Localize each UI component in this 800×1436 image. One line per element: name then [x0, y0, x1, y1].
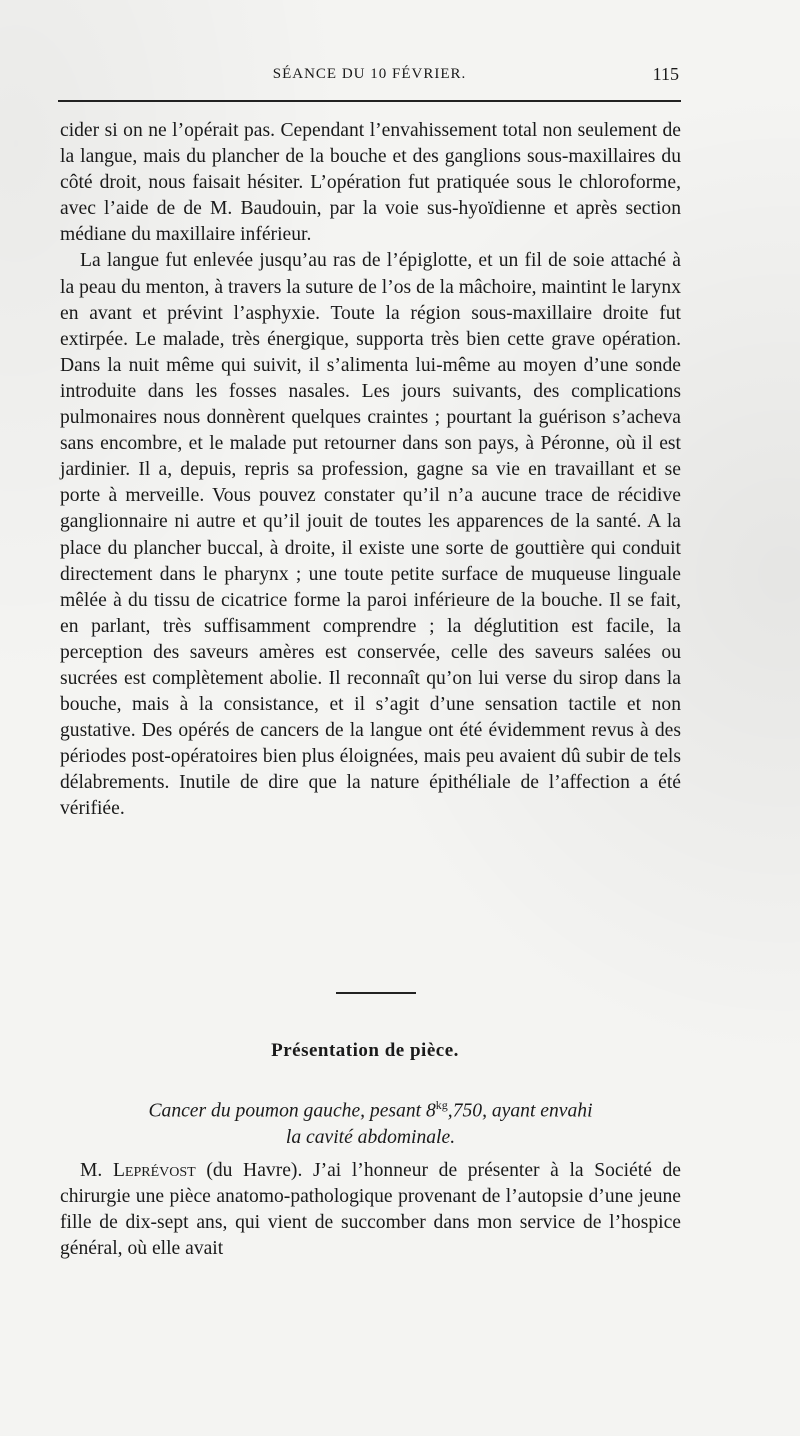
author-prefix: M.	[80, 1160, 103, 1181]
article-paragraph	[60, 1158, 681, 1262]
subtitle-line-2: la cavité abdominale.	[285, 1126, 456, 1148]
paragraph-2: La langue fut enlevée jusqu’au ras de l’épiglotte, et un fil de soie attaché à la peau du menton, à travers la suture de l’os de la mâchoire, maintint le larynx en avant et prévint l’asphyxie. Toute la région sous-maxillaire droite fut extirpée. Le malade, très énergique, supporta très bien cette grave opération. Dans la nuit même qui suivit, il s’alimenta lui-même au moyen d’une sonde introduite dans les fosses nasales. Les jours suivants, des complications pulmonaires nous donnèrent quelques craintes ; pourtant la guérison s’acheva sans encombre, et le malade put retourner dans son pays, à Péronne, où il est jardinier. Il a, depuis, repris sa profession, gagne sa vie en travaillant et se porte à merveille. Vous pouvez constater qu’il n’a aucune trace de récidive ganglionnaire ni autre et qu’il jouit de toutes les apparences de la santé. A la place du plancher buccal, à droite, il existe une sorte de gouttière qui conduit directement dans le pharynx ; une toute petite surface de muqueuse linguale mêlée à du tissu de cicatrice forme la paroi inférieure de la bouche. Il se fait, en parlant, très suffisamment comprendre ; la déglutition est facile, la perception des saveurs amères est conservée, celle des saveurs salées ou sucrées est complètement abolie. Il reconnaît qu’on lui verse du sirop dans la bouche, mais à la consistance, et il s’agit d’une sensation tactile et non gustative. Des opérés de cancers de la langue ont été évidemment revus à des périodes post-opératoires bien plus éloignées, mais peu avaient dû subir de tels délabrements. Inutile de dire que la nature épithéliale de l’affection a été vérifiée.	[60, 250, 681, 820]
author-name: Leprévost	[112, 1160, 196, 1181]
subtitle-part-2: ,750, ayant envahi	[447, 1100, 593, 1122]
article-text: (du Havre). J’ai l’honneur de présenter à la Société de chirurgie une pièce anatomo-pathologique provenant de l’autopsie d’une jeune fille de dix-sept ans, qui vient de succomber dans mon service de l’hospice général, où elle avait	[60, 1160, 682, 1260]
paragraph-1: cider si on ne l’opérait pas. Cependant l’envahissement total non seulement de la langue, mais du plancher de la bouche et des ganglions sous-maxillaires du côté droit, nous faisait hésiter. L’opération fut pratiquée sous le chloroforme, avec l’aide de de M. Baudouin, par la voie sus-hyoïdienne et après section médiane du maxillaire inférieur.	[60, 120, 681, 246]
section-subtitle	[60, 1092, 681, 1151]
subtitle-part-1: Cancer du poumon gauche, pesant 8	[148, 1100, 436, 1122]
header-rule	[58, 100, 681, 102]
running-header	[58, 62, 681, 86]
running-title: SÉANCE DU 10 FÉVRIER.	[272, 66, 467, 82]
body-text	[60, 118, 681, 823]
section-separator	[336, 992, 416, 994]
section-title: Présentation de pièce.	[271, 1040, 459, 1061]
page-number: 115	[652, 64, 679, 84]
subtitle-unit: kg	[435, 1098, 448, 1112]
